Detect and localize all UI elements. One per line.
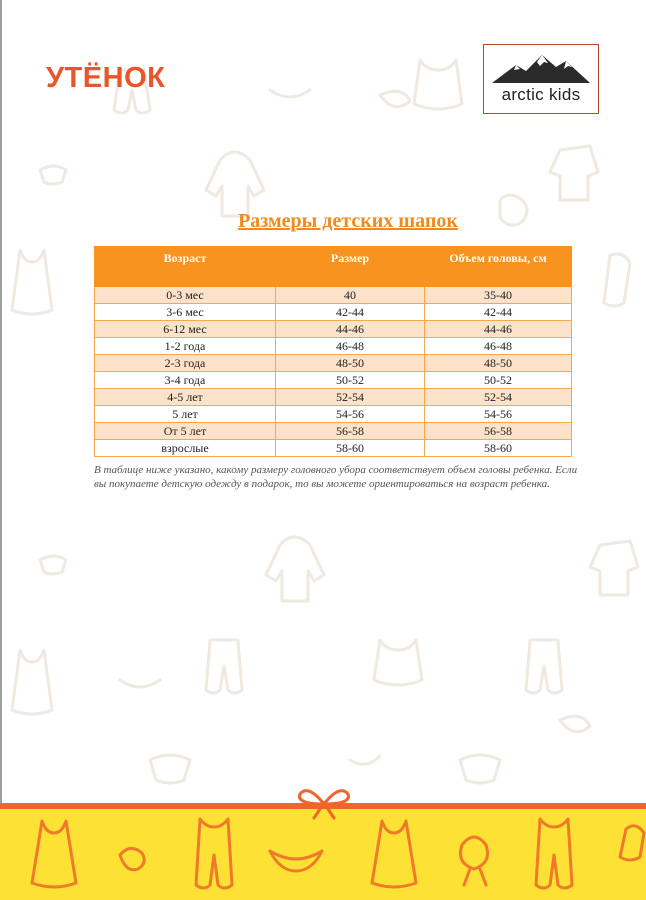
cell-age: 0-3 мес [95, 287, 276, 304]
cell-size: 54-56 [276, 406, 425, 423]
cell-head-girth: 44-46 [425, 321, 572, 338]
footer-clothes-pattern [0, 809, 646, 900]
logo-utenok: УТЁНОК [46, 62, 166, 94]
table-row [95, 372, 572, 389]
footer-band [0, 809, 646, 900]
table-row [95, 287, 572, 304]
header-head-girth: Объем головы, см [425, 247, 572, 287]
table-row [95, 338, 572, 355]
table-row [95, 355, 572, 372]
size-table [94, 246, 572, 457]
cell-head-girth: 46-48 [425, 338, 572, 355]
cell-size: 44-46 [276, 321, 425, 338]
logo-arctic-kids [483, 44, 599, 114]
cell-head-girth: 52-54 [425, 389, 572, 406]
cell-size: 48-50 [276, 355, 425, 372]
cell-age: 2-3 года [95, 355, 276, 372]
cell-head-girth: 48-50 [425, 355, 572, 372]
table-row [95, 440, 572, 457]
page-title: Размеры детских шапок [238, 210, 458, 232]
mountain-icon [492, 53, 590, 83]
table-header-row [95, 247, 572, 287]
cell-size: 58-60 [276, 440, 425, 457]
bow-icon [296, 786, 352, 820]
cell-head-girth: 50-52 [425, 372, 572, 389]
cell-head-girth: 35-40 [425, 287, 572, 304]
header-age: Возраст [95, 247, 276, 287]
cell-size: 40 [276, 287, 425, 304]
header-size: Размер [276, 247, 425, 287]
cell-age: От 5 лет [95, 423, 276, 440]
table-row [95, 304, 572, 321]
cell-age: 4-5 лет [95, 389, 276, 406]
table-row [95, 423, 572, 440]
cell-age: взрослые [95, 440, 276, 457]
note-text: В таблице ниже указано, какому размеру головного убора соответствует объем головы ребенка. Если вы покупаете детскую одежду в подарок, то вы можете ориентироваться на возраст ребенка. [94, 464, 578, 490]
cell-age: 6-12 мес [95, 321, 276, 338]
cell-age: 3-6 мес [95, 304, 276, 321]
cell-size: 52-54 [276, 389, 425, 406]
cell-size: 42-44 [276, 304, 425, 321]
cell-head-girth: 54-56 [425, 406, 572, 423]
table-row [95, 389, 572, 406]
table-row [95, 321, 572, 338]
cell-age: 3-4 года [95, 372, 276, 389]
cell-head-girth: 42-44 [425, 304, 572, 321]
cell-head-girth: 58-60 [425, 440, 572, 457]
table-row [95, 406, 572, 423]
cell-size: 56-58 [276, 423, 425, 440]
cell-age: 5 лет [95, 406, 276, 423]
cell-size: 50-52 [276, 372, 425, 389]
logo-arctic-text: arctic kids [501, 85, 581, 104]
cell-age: 1-2 года [95, 338, 276, 355]
cell-size: 46-48 [276, 338, 425, 355]
cell-head-girth: 56-58 [425, 423, 572, 440]
